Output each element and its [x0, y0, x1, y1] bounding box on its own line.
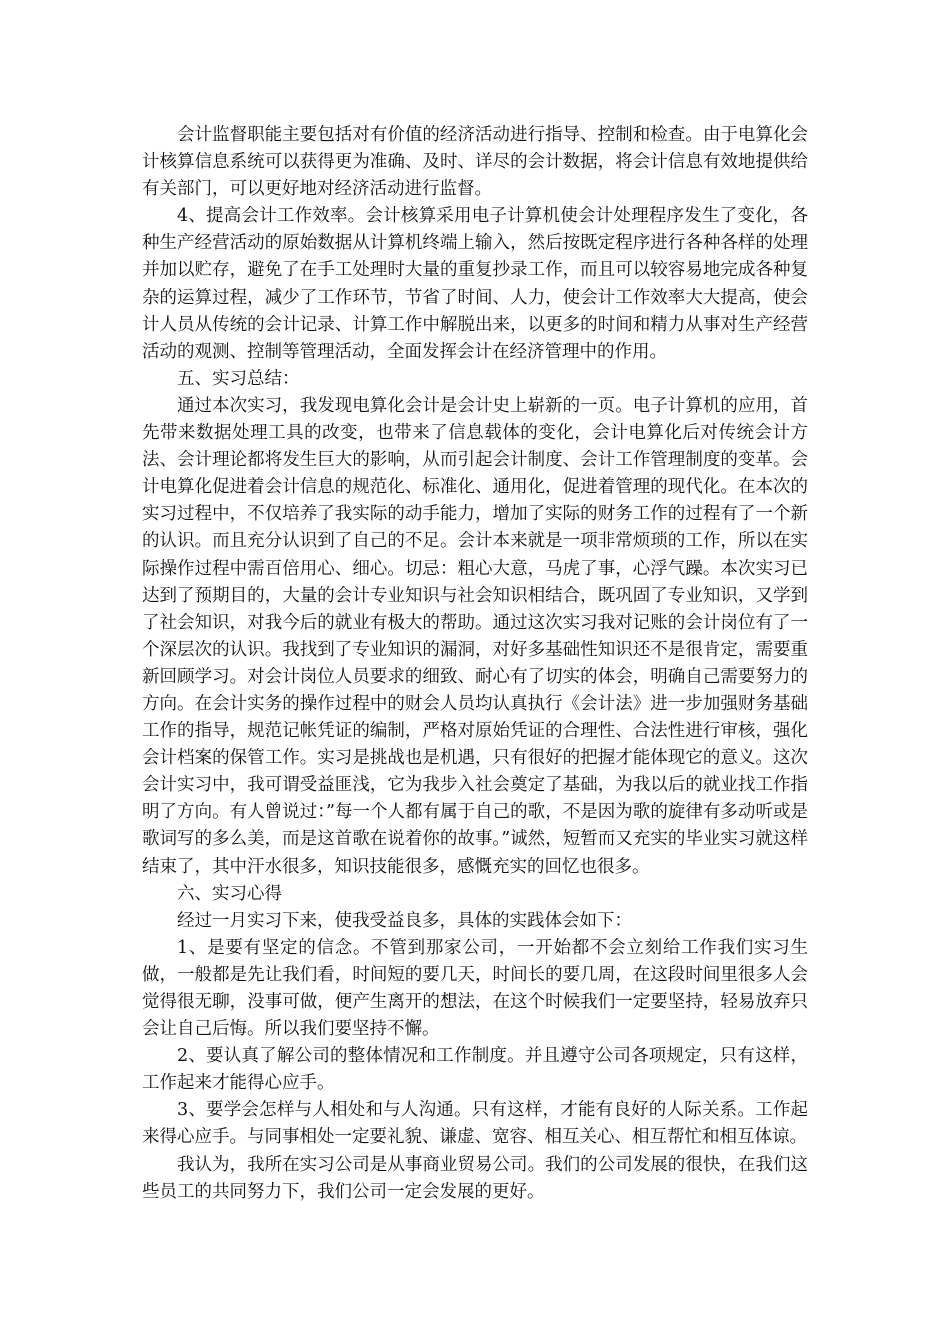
paragraph-insight-2: 2、要认真了解公司的整体情况和工作制度。并且遵守公司各项规定，只有这样，工作起来才能得心应手。: [142, 1046, 808, 1094]
paragraph-insight-1: 1、是要有坚定的信念。不管到那家公司，一开始都不会立刻给工作我们实习生做，一般都是先让我们看，时间短的要几天，时间长的要几周，在这段时间里很多人会觉得很无聊，没事可做，便产生离开的想法，在这个时候我们一定要坚持，轻易放弃只会让自己后悔。所以我们要坚持不懈。: [142, 937, 808, 1040]
section-heading-insights: 六、实习心得: [177, 883, 282, 904]
paragraph-insight-3: 3、要学会怎样与人相处和与人沟通。只有这样，才能有良好的人际关系。工作起来得心应手。与同事相处一定要礼貌、谦虚、宽容、相互关心、相互帮忙和相互体谅。: [142, 1100, 808, 1148]
document-page: [142, 122, 808, 1206]
paragraph-conclusion: 我认为，我所在实习公司是从事商业贸易公司。我们的公司发展的很快，在我们这些员工的共同努力下，我们公司一定会发展的更好。: [142, 1154, 808, 1202]
section-heading-summary: 五、实习总结：: [177, 368, 300, 389]
paragraph-insights-intro: 经过一月实习下来，使我受益良多，具体的实践体会如下：: [177, 910, 632, 931]
paragraph-supervision: 会计监督职能主要包括对有价值的经济活动进行指导、控制和检查。由于电算化会计核算信息系统可以获得更为准确、及时、详尽的会计数据，将会计信息有效地提供给有关部门，可以更好地对经济活动进行监督。: [142, 125, 808, 200]
paragraph-efficiency: 4、提高会计工作效率。会计核算采用电子计算机使会计处理程序发生了变化，各种生产经营活动的原始数据从计算机终端上输入，然后按既定程序进行各种各样的处理并加以贮存，避免了在手工处理时大量的重复抄录工作，而且可以较容易地完成各种复杂的运算过程，减少了工作环节，节省了时间、人力，使会计工作效率大大提高，使会计人员从传统的会计记录、计算工作中解脱出来，以更多的时间和精力从事对生产经营活动的观测、控制等管理活动，全面发挥会计在经济管理中的作用。: [142, 206, 808, 362]
paragraph-summary: 通过本次实习，我发现电算化会计是会计史上崭新的一页。电子计算机的应用，首先带来数据处理工具的改变，也带来了信息载体的变化，会计电算化后对传统会计方法、会计理论都将发生巨大的影响，从而引起会计制度、会计工作管理制度的变革。会计电算化促进着会计信息的规范化、标准化、通用化，促进着管理的现代化。在本次的实习过程中，不仅培养了我实际的动手能力，增加了实际的财务工作的过程有了一个新的认识。而且充分认识到了自己的不足。会计本来就是一项非常烦琐的工作，所以在实际操作过程中需百倍用心、细心。切忌：粗心大意，马虎了事，心浮气躁。本次实习已达到了预期目的，大量的会计专业知识与社会知识相结合，既巩固了专业知识，又学到了社会知识，对我今后的就业有极大的帮助。通过这次实习我对记账的会计岗位有了一个深层次的认识。我找到了专业知识的漏洞，对好多基础性知识还不是很肯定，需要重新回顾学习。对会计岗位人员要求的细致、耐心有了切实的体会，明确自己需要努力的方向。在会计实务的操作过程中的财会人员均认真执行《会计法》进一步加强财务基础工作的指导，规范记帐凭证的编制，严格对原始凭证的合理性、合法性进行审核，强化会计档案的保管工作。实习是挑战也是机遇，只有很好的把握才能体现它的意义。这次会计实习中，我可谓受益匪浅，它为我步入社会奠定了基础，为我以后的就业找工作指明了方向。有人曾说过：”每一个人都有属于自己的歌，不是因为歌的旋律有多动听或是歌词写的多么美，而是这首歌在说着你的故事。”诚然，短暂而又充实的毕业实习就这样结束了，其中汗水很多，知识技能很多，感慨充实的回忆也很多。: [142, 395, 808, 877]
